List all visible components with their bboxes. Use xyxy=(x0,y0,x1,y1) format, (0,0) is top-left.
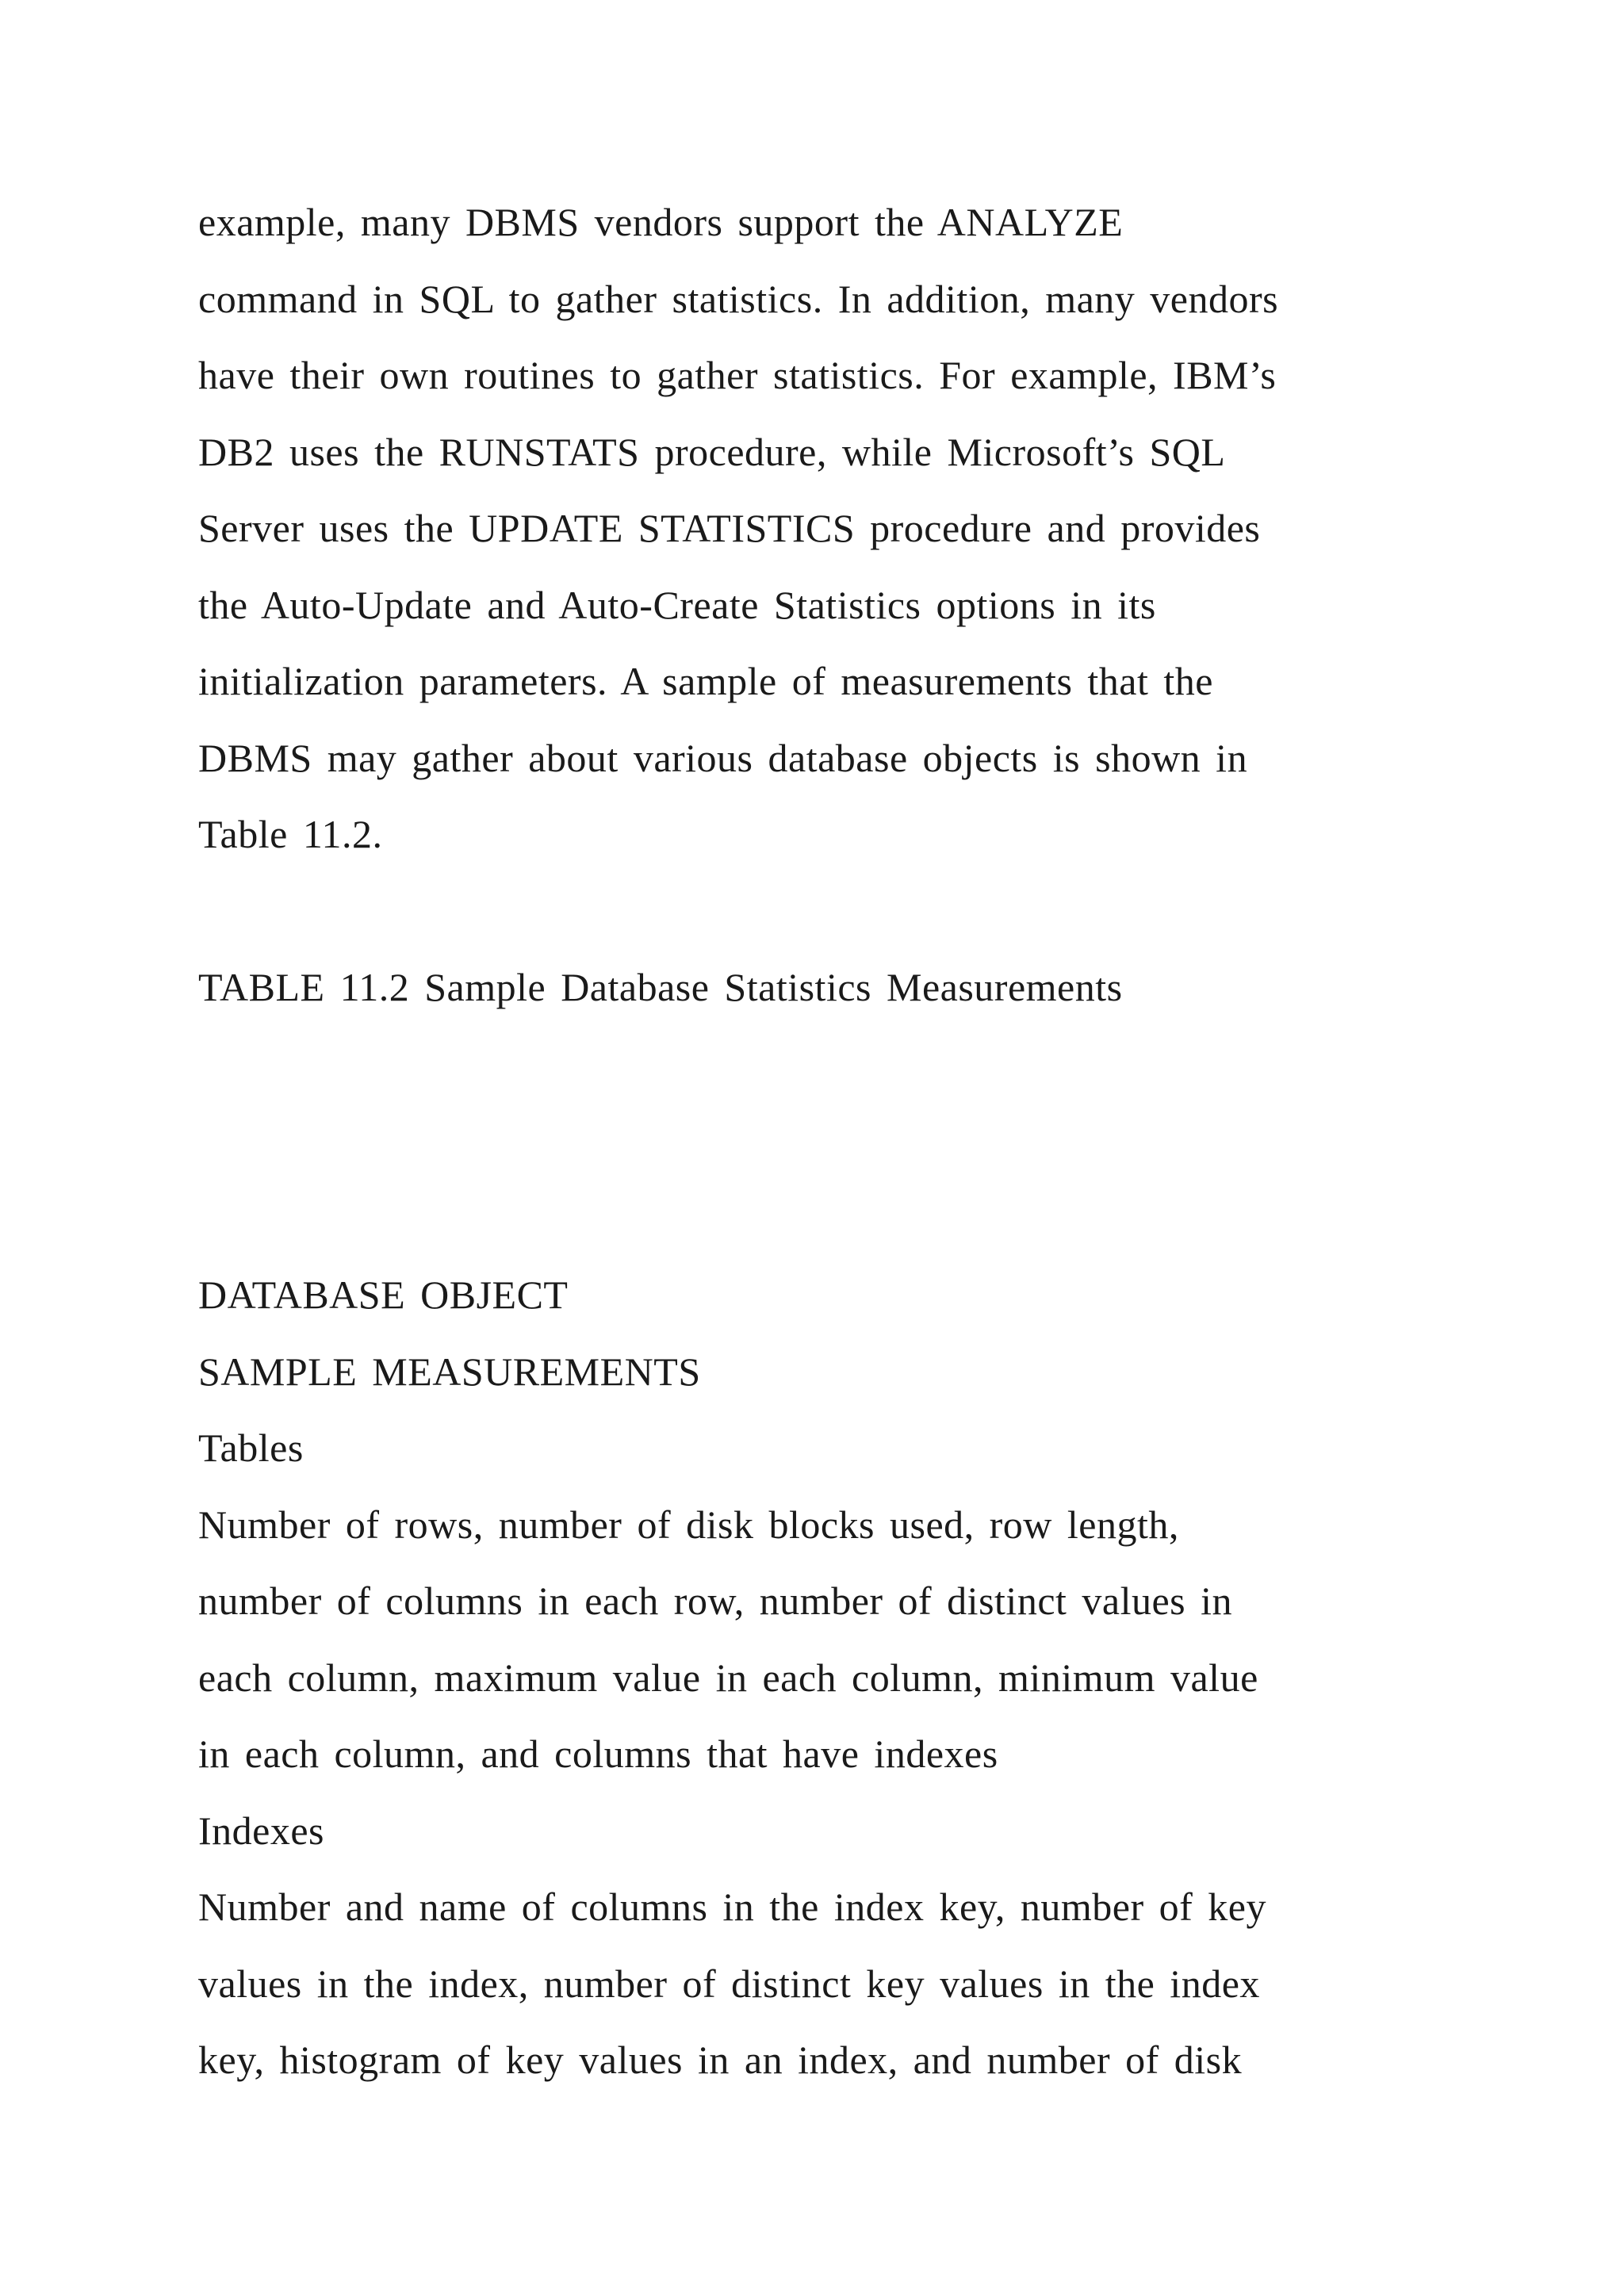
paragraph-line: the Auto-Update and Auto-Create Statistics options in its xyxy=(198,582,1156,627)
paragraph-line: have their own routines to gather statistics. For example, IBM’s xyxy=(198,353,1277,397)
table-caption: TABLE 11.2 Sample Database Statistics Measurements xyxy=(198,965,1123,1009)
table-row-object-indexes: Indexes xyxy=(198,1808,324,1853)
table-row-measurement-line: number of columns in each row, number of distinct values in xyxy=(198,1578,1233,1623)
paragraph-line: command in SQL to gather statistics. In addition, many vendors xyxy=(198,276,1279,321)
table-row-measurement-line: each column, maximum value in each column, minimum value xyxy=(198,1655,1258,1700)
table-row-measurement-line: Number and name of columns in the index key, number of key xyxy=(198,1885,1266,1929)
table-row-object-tables: Tables xyxy=(198,1425,304,1470)
paragraph-line: DB2 uses the RUNSTATS procedure, while Microsoft’s SQL xyxy=(198,429,1226,474)
paragraph-line: example, many DBMS vendors support the ANALYZE xyxy=(198,200,1124,244)
table-row-measurement-line: values in the index, number of distinct key values in the index xyxy=(198,1961,1260,2006)
table-row-measurement-line: Number of rows, number of disk blocks used, row length, xyxy=(198,1502,1179,1547)
table-row-measurement-line: in each column, and columns that have indexes xyxy=(198,1732,998,1776)
table-header-measurements: SAMPLE MEASUREMENTS xyxy=(198,1349,701,1394)
statistics-table xyxy=(198,1257,1435,2099)
paragraph-line: Table 11.2. xyxy=(198,812,383,856)
table-row-measurement-line: key, histogram of key values in an index, and number of disk xyxy=(198,2038,1243,2082)
table-caption-block xyxy=(198,949,1435,1026)
table-header-object: DATABASE OBJECT xyxy=(198,1272,569,1317)
paragraph-line: initialization parameters. A sample of measurements that the xyxy=(198,659,1213,703)
paragraph-line: Server uses the UPDATE STATISTICS procedure and provides xyxy=(198,506,1261,550)
body-paragraph xyxy=(198,184,1435,873)
paragraph-line: DBMS may gather about various database objects is shown in xyxy=(198,735,1248,780)
